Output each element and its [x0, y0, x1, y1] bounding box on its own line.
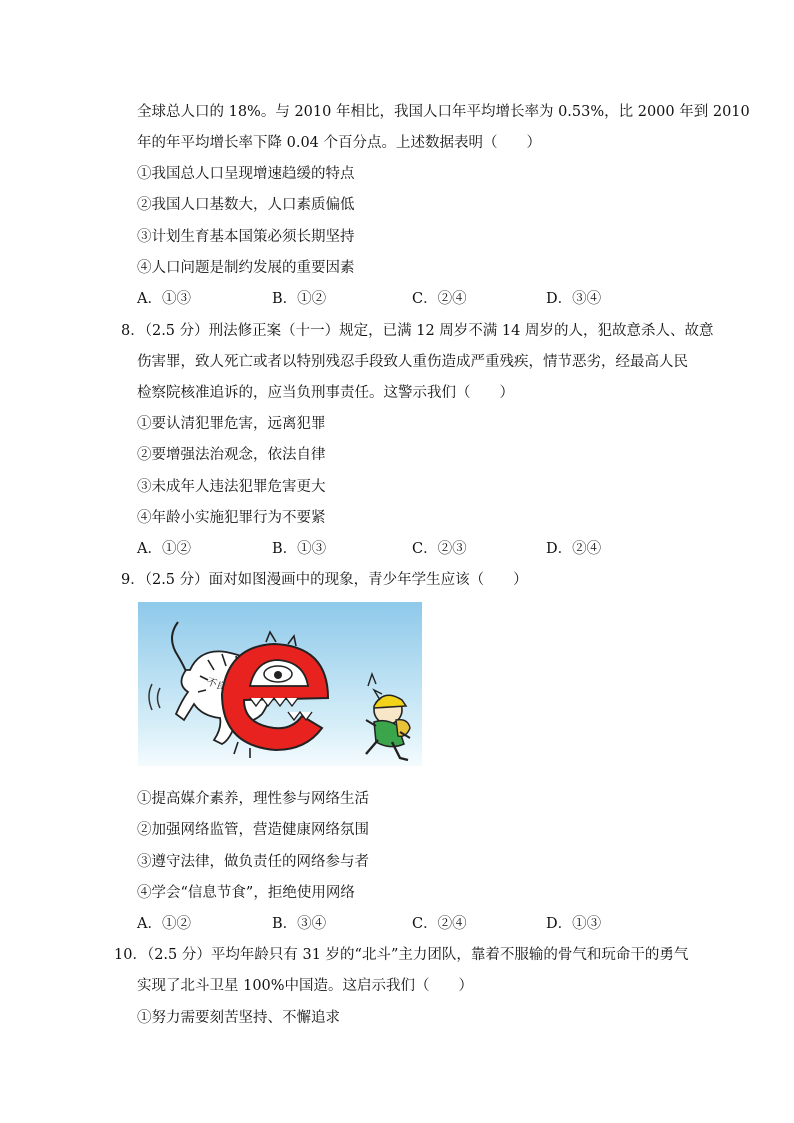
q7-statement-2: ②我国人口基数大，人口素质偏低 [137, 197, 355, 213]
q8-stem-line-3: 检察院核准追诉的，应当负刑事责任。这警示我们（ ） [137, 385, 514, 401]
q7-option-c[interactable]: C．②④ [412, 291, 467, 307]
q9-statement-3: ③遵守法律，做负责任的网络参与者 [137, 854, 369, 870]
q7-stem-line-1: 全球总人口的 18%。与 2010 年相比，我国人口年平均增长率为 0.53%，比 2000 年到 2010 [137, 104, 750, 120]
q9-option-a[interactable]: A．①② [137, 916, 191, 932]
q9-statement-2: ②加强网络监管，营造健康网络氛围 [137, 822, 369, 838]
q9-statement-1: ①提高媒介素养，理性参与网络生活 [137, 791, 369, 807]
q10-statement-1: ①努力需要刻苦坚持、不懈追求 [137, 1010, 340, 1026]
q10-stem-line-1: 10．（2.5 分）平均年龄只有 31 岁的“北斗”主力团队，靠着不服输的骨气和玩命干的勇气 [114, 947, 689, 963]
q7-statement-3: ③计划生育基本国策必须长期坚持 [137, 229, 355, 245]
q8-option-d[interactable]: D．②④ [546, 541, 602, 557]
q7-option-d[interactable]: D．③④ [546, 291, 602, 307]
q7-statement-4: ④人口问题是制约发展的重要因素 [137, 260, 355, 276]
q7-statement-1: ①我国总人口呈现增速趋缓的特点 [137, 166, 355, 182]
q9-option-d[interactable]: D．①③ [546, 916, 602, 932]
q9-statement-4: ④学会“信息节食”，拒绝使用网络 [137, 885, 355, 901]
q8-statement-4: ④年龄小实施犯罪行为不要紧 [137, 510, 326, 526]
q7-option-a[interactable]: A．①③ [137, 291, 191, 307]
q8-statement-1: ①要认清犯罪危害，远离犯罪 [137, 416, 326, 432]
q8-statement-3: ③未成年人违法犯罪危害更大 [137, 479, 326, 495]
q8-stem-line-2: 伤害罪，致人死亡或者以特别残忍手段致人重伤造成严重残疾，情节恶劣，经最高人民 [137, 354, 688, 370]
q9-option-b[interactable]: B．③④ [272, 916, 327, 932]
bad-network-cartoon [138, 602, 422, 766]
q9-option-c[interactable]: C．②④ [412, 916, 467, 932]
q7-stem-line-2: 年的年平均增长率下降 0.04 个百分点。上述数据表明（ ） [137, 135, 542, 151]
q8-option-c[interactable]: C．②③ [412, 541, 467, 557]
q8-stem-line-1: 8．（2.5 分）刑法修正案（十一）规定，已满 12 周岁不满 14 周岁的人，犯故意杀人、故意 [121, 323, 714, 339]
q9-stem: 9．（2.5 分）面对如图漫画中的现象，青少年学生应该（ ） [121, 572, 528, 588]
q8-option-a[interactable]: A．①② [137, 541, 191, 557]
q8-option-b[interactable]: B．①③ [272, 541, 327, 557]
q10-stem-line-2: 实现了北斗卫星 100%中国造。这启示我们（ ） [137, 978, 474, 994]
q8-statement-2: ②要增强法治观念，依法自律 [137, 447, 326, 463]
q7-option-b[interactable]: B．①② [272, 291, 327, 307]
